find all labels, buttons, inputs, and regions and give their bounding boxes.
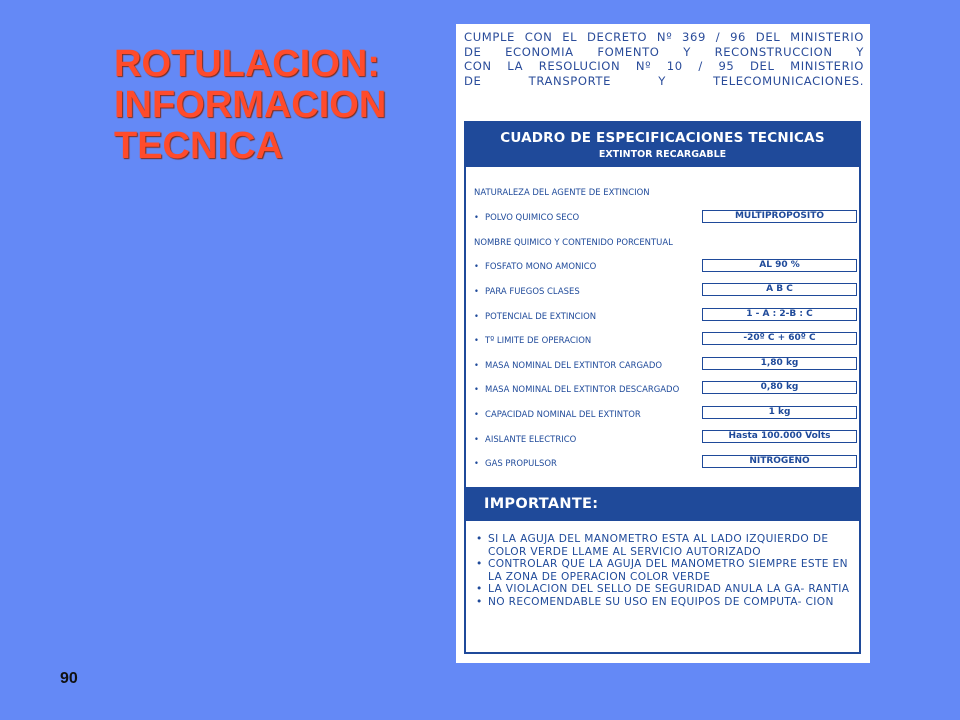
bullet-icon: •	[474, 435, 479, 445]
bullet-icon: •	[474, 410, 479, 420]
important-item	[476, 583, 854, 596]
important-item-text: NO RECOMENDABLE SU USO EN EQUIPOS DE COMPUTA- CION	[488, 595, 834, 608]
important-item	[476, 558, 854, 583]
spec-label	[474, 434, 576, 445]
spec-label	[474, 286, 580, 297]
spec-value-box: A B C	[702, 283, 857, 296]
page-number: 90	[60, 670, 78, 687]
bullet-icon: •	[476, 595, 483, 608]
spec-value-box: 1 - A : 2-B : C	[702, 308, 857, 321]
spec-label	[474, 458, 557, 469]
spec-label-text: FOSFATO MONO AMONICO	[485, 261, 597, 272]
specifications-title: CUADRO DE ESPECIFICACIONES TECNICAS	[500, 130, 825, 146]
slide-title-line: ROTULACION:	[114, 43, 380, 85]
important-list	[476, 533, 854, 609]
bullet-icon: •	[474, 213, 479, 223]
spec-label	[474, 335, 591, 346]
important-item	[476, 596, 854, 609]
spec-value-box: AL 90 %	[702, 259, 857, 272]
bullet-icon: •	[476, 533, 483, 545]
spec-label	[474, 212, 579, 223]
important-item-text: CONTROLAR QUE LA AGUJA DEL MANOMETRO SIEMPRE ESTE EN LA ZONA DE OPERACION COLOR VERDE	[488, 558, 848, 583]
decree-line: CON LA RESOLUCION Nº 10 / 95 DEL MINISTERIO	[464, 59, 864, 73]
important-header: IMPORTANTE:	[466, 487, 859, 521]
important-item-text: SI LA AGUJA DEL MANOMETRO ESTA AL LADO IZQUIERDO DE COLOR VERDE LLAME AL SERVICIO AUTORIZADO	[488, 533, 829, 558]
bullet-icon: •	[474, 287, 479, 297]
technical-label-image	[456, 24, 870, 663]
slide-title	[114, 44, 386, 167]
spec-label-text: CAPACIDAD NOMINAL DEL EXTINTOR	[485, 409, 641, 420]
spec-value-box: 0,80 kg	[702, 381, 857, 394]
spec-label	[474, 384, 679, 395]
decree-line: CUMPLE CON EL DECRETO Nº 369 / 96 DEL MINISTERIO	[464, 30, 864, 44]
specifications-header	[466, 123, 859, 167]
bullet-icon: •	[474, 385, 479, 395]
spec-label	[474, 261, 596, 272]
important-item	[476, 533, 854, 558]
spec-value-box: 1 kg	[702, 406, 857, 419]
spec-label	[474, 311, 596, 322]
bullet-icon: •	[474, 312, 479, 322]
specifications-box	[464, 121, 861, 654]
spec-value-box: Hasta 100.000 Volts	[702, 430, 857, 443]
slide-title-line: INFORMACION	[114, 84, 387, 126]
spec-label-text: Tº LIMITE DE OPERACION	[485, 335, 592, 346]
spec-value-box: NITROGENO	[702, 455, 857, 468]
spec-label-text: MASA NOMINAL DEL EXTINTOR CARGADO	[485, 360, 663, 371]
spec-label-text: AISLANTE ELECTRICO	[485, 434, 577, 445]
spec-value-box: MULTIPROPOSITO	[702, 210, 857, 223]
chemical-name-heading: NOMBRE QUIMICO Y CONTENIDO PORCENTUAL	[474, 237, 673, 248]
important-item-text: LA VIOLACION DEL SELLO DE SEGURIDAD ANULA LA GA- RANTIA	[488, 583, 850, 596]
spec-label-text: POLVO QUIMICO SECO	[485, 212, 580, 223]
decree-text	[464, 30, 864, 88]
spec-value-box: -20º C + 60º C	[702, 332, 857, 345]
specifications-subtitle: EXTINTOR RECARGABLE	[598, 149, 727, 160]
bullet-icon: •	[474, 262, 479, 272]
bullet-icon: •	[474, 459, 479, 469]
spec-label	[474, 409, 641, 420]
bullet-icon: •	[474, 361, 479, 371]
spec-value-box: 1,80 kg	[702, 357, 857, 370]
decree-line: DE ECONOMIA FOMENTO Y RECONSTRUCCION Y	[464, 44, 864, 59]
slide-title-line: TECNICA	[114, 125, 283, 167]
spec-label-text: PARA FUEGOS CLASES	[485, 286, 580, 297]
bullet-icon: •	[476, 583, 483, 596]
bullet-icon: •	[474, 336, 479, 346]
spec-label	[474, 360, 662, 371]
agent-nature-heading: NATURALEZA DEL AGENTE DE EXTINCION	[474, 187, 650, 198]
spec-label-text: MASA NOMINAL DEL EXTINTOR DESCARGADO	[485, 384, 680, 395]
bullet-icon: •	[476, 558, 483, 571]
spec-label-text: GAS PROPULSOR	[485, 458, 557, 469]
decree-line: DE TRANSPORTE Y TELECOMUNICACIONES.	[464, 73, 864, 88]
spec-label-text: POTENCIAL DE EXTINCION	[485, 311, 597, 322]
